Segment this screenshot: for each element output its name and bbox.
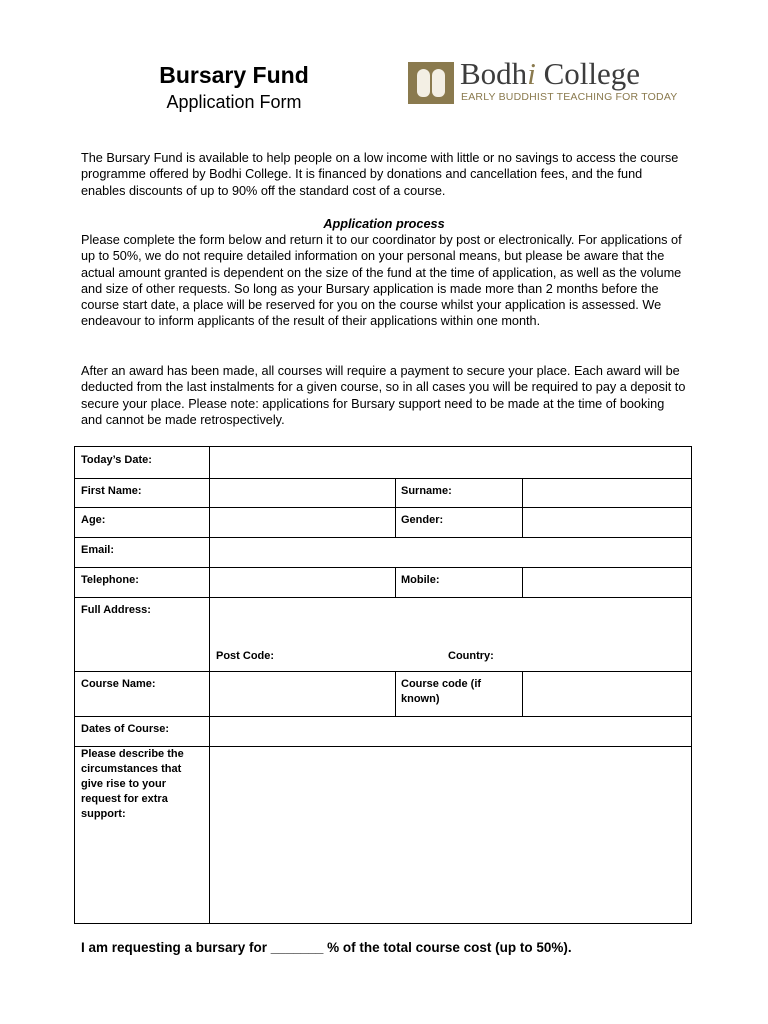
page-title: Bursary Fund — [159, 62, 309, 88]
label-mobile: Mobile: — [401, 574, 440, 586]
input-todays-date[interactable] — [210, 447, 691, 478]
logo-name: Bodhi College — [460, 56, 640, 91]
input-full-address[interactable] — [210, 597, 691, 671]
bodhi-college-logo — [408, 56, 678, 106]
intro-paragraph: The Bursary Fund is available to help people on a low income with little or no savings to access the course programme offered by Bodhi College. It is financed by donations and cancellation fees, and the fund enables discounts of up to 90% off the standard cost of a course. — [81, 151, 679, 198]
input-dates-of-course[interactable] — [210, 716, 691, 746]
label-telephone: Telephone: — [81, 574, 139, 586]
label-course-code: Course code (if known) — [401, 678, 482, 705]
input-telephone[interactable] — [210, 567, 395, 597]
label-course-name: Course Name: — [81, 678, 156, 690]
process-paragraph-2: After an award has been made, all courses will require a payment to secure your place. Each award will be deducted from the last instalments for a given course, so in all cases you will be required to pay a deposit to secure your place. Please note: applications for Bursary support need to be made at the time of booking and cannot be made retrospectively. — [81, 364, 686, 427]
input-course-code[interactable] — [523, 671, 691, 716]
input-gender[interactable] — [523, 507, 691, 537]
input-surname[interactable] — [523, 478, 691, 507]
logo-tagline: EARLY BUDDHIST TEACHING FOR TODAY — [461, 91, 678, 103]
label-todays-date: Today’s Date: — [81, 454, 152, 466]
input-first-name[interactable] — [210, 478, 395, 507]
label-post-code: Post Code: — [216, 650, 275, 662]
label-first-name: First Name: — [81, 485, 142, 497]
form-title-block — [130, 60, 338, 114]
label-circumstances: Please describe the circumstances that give rise to your request for extra support: — [81, 748, 184, 820]
label-surname: Surname: — [401, 485, 452, 497]
label-age: Age: — [81, 514, 106, 526]
input-circumstances[interactable] — [210, 746, 691, 923]
input-mobile[interactable] — [523, 567, 691, 597]
application-form-table — [74, 446, 692, 924]
label-country: Country: — [448, 650, 494, 662]
label-dates-of-course: Dates of Course: — [81, 723, 170, 735]
label-gender: Gender: — [401, 514, 444, 526]
label-email: Email: — [81, 544, 115, 556]
bursary-percentage-statement: I am requesting a bursary for _______ % of the total course cost (up to 50%). — [81, 940, 572, 955]
application-process-heading: Application process — [323, 217, 445, 231]
input-age[interactable] — [210, 507, 395, 537]
process-paragraph-1: Please complete the form below and return it to our coordinator by post or electronically. For applications of up to 50%, we do not require detailed information on your personal means, but please be aware that the actual amount granted is dependent on the size of the fund at the time of application, as well as the volume and size of other requests. So long as your Bursary application is made more than 2 months before the course start date, a place will be reserved for you on the course whilst your application is assessed. We endeavour to inform applicants of the result of their applications within one month. — [81, 233, 682, 329]
page-subtitle: Application Form — [166, 92, 302, 112]
footprints-icon — [408, 62, 454, 104]
input-course-name[interactable] — [210, 671, 395, 716]
label-full-address: Full Address: — [81, 604, 151, 616]
input-email[interactable] — [210, 537, 691, 567]
